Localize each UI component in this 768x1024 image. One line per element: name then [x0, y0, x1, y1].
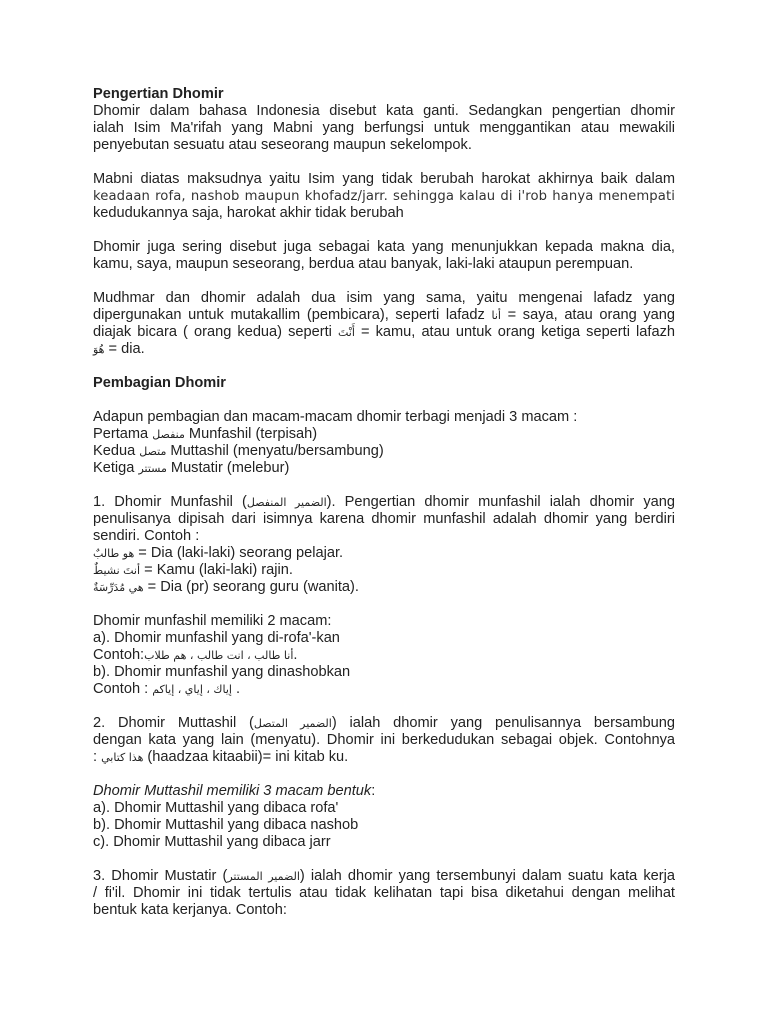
- arabic-text: متصل: [139, 445, 167, 458]
- paragraph-line: keadaan rofa, nashob maupun khofadz/jarr. sehingga kalau di i'rob hanya menempati: [93, 189, 675, 204]
- paragraph-line: هُوَ = dia.: [93, 341, 145, 357]
- paragraph-line: penyebutan sesuatu atau seseorang maupun sekelompok.: [93, 137, 472, 153]
- arabic-text: أَنْتَ: [338, 326, 355, 339]
- list-item: b). Dhomir munfashil yang dinashobkan: [93, 664, 351, 680]
- example-line: هي مُدَرِّسَةٌ = Dia (pr) seorang guru (wanita).: [93, 579, 359, 595]
- paragraph-line: 1. Dhomir Munfashil (الضمير المنفصل). Pengertian dhomir munfashil ialah dhomir yang: [93, 494, 676, 510]
- arabic-text: الضمير المنفصل: [246, 496, 327, 509]
- paragraph-line: dipergunakan untuk mutakallim (pembicara), seperti lafadz أنا = saya, atau orang yang: [93, 307, 675, 323]
- arabic-text: هي مُدَرِّسَةٌ: [93, 581, 144, 594]
- arabic-text: هُوَ: [93, 343, 105, 356]
- paragraph-line: sendiri. Contoh :: [93, 528, 200, 544]
- list-item: a). Dhomir Muttashil yang dibaca rofa': [93, 800, 339, 816]
- list-item: c). Dhomir Muttashil yang dibaca jarr: [93, 834, 331, 850]
- paragraph-line: : هذا كتابي (haadzaa kitaabii)= ini kitab ku.: [93, 749, 349, 765]
- paragraph-line: Mabni diatas maksudnya yaitu Isim yang tidak berubah harokat akhirnya baik dalam: [93, 171, 675, 187]
- paragraph-line: 2. Dhomir Muttashil (الضمير المتصل) ialah dhomir yang penulisannya bersambung: [93, 715, 676, 731]
- example-line: هو طالبٌ = Dia (laki-laki) seorang pelajar.: [93, 545, 344, 561]
- arabic-text: هو طالبٌ: [93, 547, 135, 560]
- example-line: أنتَ نشيطٌ = Kamu (laki-laki) rajin.: [93, 562, 293, 578]
- paragraph-line: Mudhmar dan dhomir adalah dua isim yang sama, yaitu mengenai lafadz yang: [93, 290, 675, 306]
- arabic-text: الضمير المتصل: [253, 717, 332, 730]
- paragraph-line: bentuk kata kerjanya. Contoh:: [93, 902, 287, 918]
- section-heading-pengertian: Pengertian Dhomir: [93, 86, 224, 102]
- example-line: Contoh:أنا طالب ، انت طالب ، هم طلاب.: [93, 647, 298, 663]
- paragraph-line: Dhomir juga sering disebut juga sebagai kata yang menunjukkan kepada makna dia,: [93, 239, 675, 255]
- paragraph-line: kedudukannya saja, harokat akhir tidak berubah: [93, 205, 404, 221]
- list-item: Ketiga مستتر Mustatir (melebur): [93, 460, 290, 476]
- section-heading-pembagian: Pembagian Dhomir: [93, 375, 226, 391]
- arabic-text: مستتر: [138, 462, 167, 475]
- paragraph-line: dengan kata yang lain (menyatu). Dhomir ini berkedudukan sebagai objek. Contohnya: [93, 732, 675, 748]
- paragraph-line: Adapun pembagian dan macam-macam dhomir terbagi menjadi 3 macam :: [93, 409, 578, 425]
- arabic-text: إياك ، إياي ، إياكم: [152, 683, 232, 696]
- list-item: a). Dhomir munfashil yang di-rofa'-kan: [93, 630, 340, 646]
- list-item: Pertama منفصل Munfashil (terpisah): [93, 426, 318, 442]
- arabic-text: منفصل: [152, 428, 185, 441]
- paragraph-line: penulisanya dipisah dari isimnya karena dhomir munfashil adalah dhomir yang berdiri: [93, 511, 675, 527]
- document-body: [93, 86, 675, 919]
- paragraph-line: Dhomir dalam bahasa Indonesia disebut kata ganti. Sedangkan pengertian dhomir: [93, 103, 675, 119]
- paragraph-line: ialah Isim Ma'rifah yang Mabni yang berfungsi untuk menggantikan atau mewakili: [93, 120, 675, 136]
- list-item: Kedua متصل Muttashil (menyatu/bersambung): [93, 443, 384, 459]
- arabic-text: الضمير المستتر: [227, 870, 300, 883]
- paragraph-line: Dhomir munfashil memiliki 2 macam:: [93, 613, 332, 629]
- example-line: Contoh : إياك ، إياي ، إياكم .: [93, 681, 241, 697]
- arabic-text: أنا: [491, 309, 501, 322]
- list-item: b). Dhomir Muttashil yang dibaca nashob: [93, 817, 359, 833]
- arabic-text: أنتَ نشيطٌ: [93, 564, 141, 577]
- arabic-text: أنا طالب ، انت طالب ، هم طلاب: [144, 649, 294, 662]
- paragraph-line: kamu, saya, maupun seseorang, berdua atau banyak, laki-laki ataupun perempuan.: [93, 256, 634, 272]
- arabic-text: هذا كتابي: [101, 751, 144, 764]
- paragraph-line: diajak bicara ( orang kedua) seperti أَنْتَ = kamu, atau untuk orang ketiga seperti lafazh: [93, 324, 675, 340]
- paragraph-line: / fi'il. Dhomir ini tidak tertulis atau tidak kelihatan tapi bisa diketahui dengan melihat: [93, 885, 675, 901]
- paragraph-line: Dhomir Muttashil memiliki 3 macam bentuk:: [93, 783, 376, 799]
- paragraph-line: 3. Dhomir Mustatir (الضمير المستتر) ialah dhomir yang tersembunyi dalam suatu kata kerja: [93, 868, 676, 884]
